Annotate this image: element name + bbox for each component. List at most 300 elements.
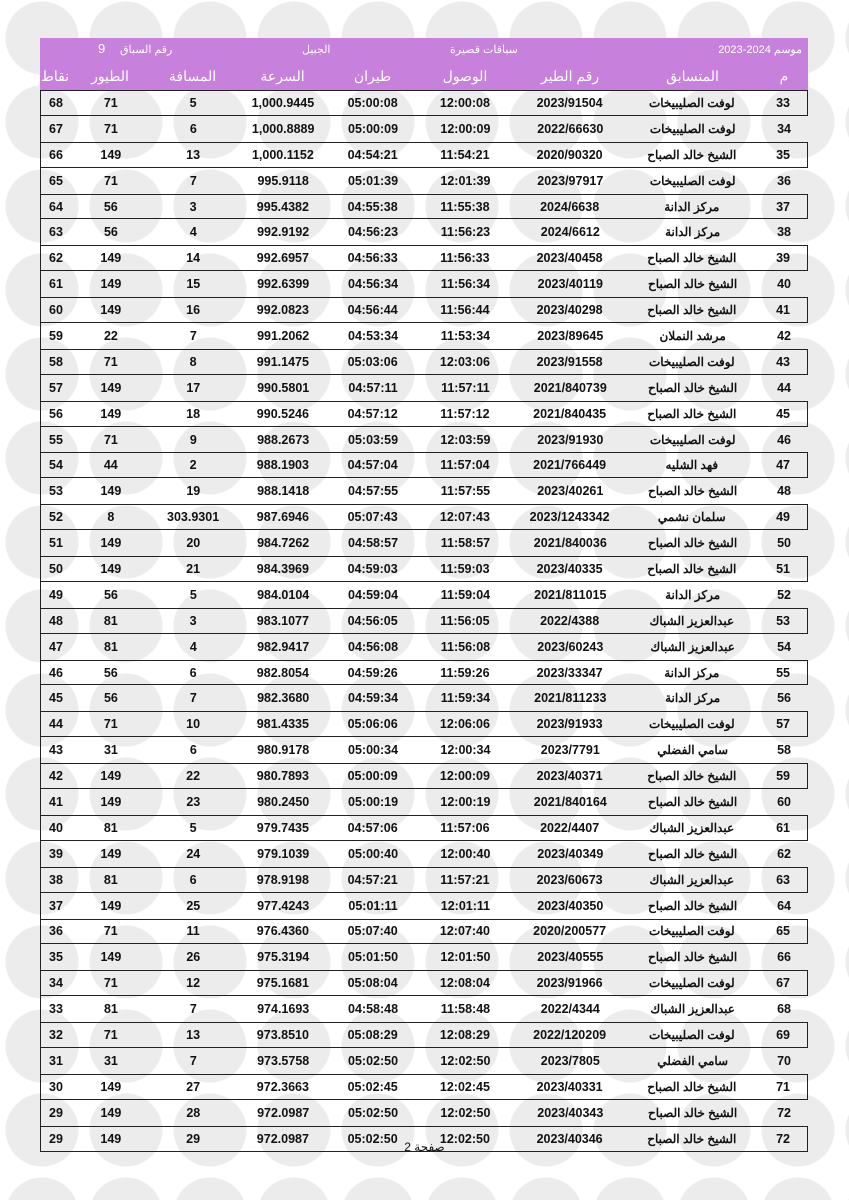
race-number: 9 <box>98 41 106 56</box>
cell-points: 51 <box>49 536 63 551</box>
table-row <box>40 90 808 116</box>
cell-arrival-time: 12:06:06 <box>439 717 490 732</box>
cell-competitor: الشيخ خالد الصباح <box>648 536 738 551</box>
cell-competitor: لوفت الصليبيخات <box>648 1028 735 1042</box>
cell-competitor: الشيخ خالد الصباح <box>648 794 738 809</box>
cell-flight-time: 04:55:38 <box>347 199 398 214</box>
cell-competitor: لوفت الصليبيخات <box>648 924 735 939</box>
table-row <box>40 168 808 194</box>
cell-speed: 988.2673 <box>257 432 310 447</box>
cell-speed: 979.7435 <box>256 820 309 835</box>
cell-rank: 46 <box>777 432 791 447</box>
cell-points: 43 <box>49 743 63 758</box>
cell-flight-time: 05:00:40 <box>348 846 399 861</box>
cell-birds: 149 <box>100 1131 122 1146</box>
table-row <box>40 608 808 634</box>
column-header-ring-number: رقم الطير <box>540 67 600 84</box>
cell-points: 29 <box>49 1105 63 1120</box>
cell-birds: 81 <box>103 820 118 835</box>
cell-rank: 40 <box>777 277 791 292</box>
cell-arrival-time: 12:02:45 <box>439 1079 490 1094</box>
cell-rank: 57 <box>776 717 791 732</box>
cell-rank: 48 <box>777 484 791 499</box>
cell-competitor: الشيخ خالد الصباح <box>648 484 738 499</box>
cell-points: 29 <box>49 1131 63 1146</box>
cell-birds: 71 <box>103 924 118 939</box>
cell-distance: 15 <box>186 277 201 292</box>
cell-flight-time: 04:59:03 <box>347 561 398 576</box>
cell-arrival-time: 12:00:08 <box>439 95 490 110</box>
column-header-rank: م <box>779 67 789 84</box>
cell-distance: 21 <box>186 561 201 576</box>
cell-ring-number: 2021/840739 <box>533 380 607 395</box>
table-row <box>40 1074 808 1100</box>
column-header-competitor: المتسابق <box>666 67 719 84</box>
cell-birds: 149 <box>100 950 122 965</box>
cell-birds: 8 <box>107 510 115 525</box>
cell-competitor: عبدالعزيز الشباك <box>649 872 735 887</box>
cell-rank: 44 <box>777 380 791 395</box>
table-row <box>40 401 808 427</box>
cell-competitor: مركز الدانة <box>665 691 721 706</box>
cell-rank: 61 <box>776 820 791 835</box>
cell-distance: 2 <box>189 458 197 473</box>
cell-speed: 972.3663 <box>256 1079 309 1094</box>
table-row <box>40 219 808 245</box>
cell-points: 32 <box>49 1028 63 1042</box>
cell-birds: 149 <box>100 277 122 292</box>
cell-arrival-time: 11:56:34 <box>440 277 491 292</box>
cell-competitor: عبدالعزيز الشباك <box>649 613 735 628</box>
cell-points: 64 <box>49 199 63 214</box>
cell-flight-time: 04:59:26 <box>347 665 398 680</box>
cell-birds: 149 <box>100 536 122 551</box>
cell-speed: 982.8054 <box>256 665 309 680</box>
cell-birds: 81 <box>103 639 118 654</box>
cell-speed: 992.6399 <box>257 277 310 292</box>
cell-birds: 71 <box>103 432 118 447</box>
cell-distance: 24 <box>186 846 201 861</box>
cell-rank: 54 <box>777 639 791 654</box>
cell-distance: 6 <box>189 665 197 680</box>
cell-rank: 59 <box>776 769 791 784</box>
cell-ring-number: 2024/6638 <box>540 199 600 214</box>
cell-distance: 23 <box>186 794 201 809</box>
cell-distance: 7 <box>189 1002 197 1017</box>
cell-ring-number: 2023/40371 <box>536 769 603 784</box>
cell-rank: 62 <box>777 846 791 861</box>
cell-flight-time: 05:03:06 <box>347 354 398 369</box>
cell-competitor: لوفت الصليبيخات <box>648 354 735 369</box>
cell-rank: 39 <box>776 251 791 266</box>
cell-competitor: الشيخ خالد الصباح <box>648 1105 738 1120</box>
cell-distance: 25 <box>186 898 201 913</box>
cell-competitor: الشيخ خالد الصباح <box>648 380 738 395</box>
cell-speed: 984.0104 <box>257 587 310 602</box>
cell-distance: 14 <box>186 251 201 266</box>
cell-arrival-time: 11:59:04 <box>440 587 491 602</box>
cell-ring-number: 2023/40119 <box>537 277 603 292</box>
cell-points: 55 <box>49 432 63 447</box>
table-row <box>40 452 808 478</box>
cell-rank: 72 <box>776 1131 791 1146</box>
table-row <box>40 245 808 271</box>
cell-distance: 4 <box>189 225 197 240</box>
cell-speed: 1,000.8889 <box>251 121 315 136</box>
cell-competitor: لوفت الصليبيخات <box>649 121 736 136</box>
cell-ring-number: 2023/40298 <box>536 303 603 318</box>
cell-speed: 973.8510 <box>256 1028 309 1042</box>
cell-birds: 71 <box>103 976 118 991</box>
cell-arrival-time: 11:59:34 <box>440 691 491 706</box>
cell-points: 66 <box>49 147 63 162</box>
cell-competitor: عبدالعزيز الشباك <box>649 820 735 835</box>
cell-points: 62 <box>49 251 63 266</box>
cell-speed: 1,000.1152 <box>251 147 314 162</box>
cell-rank: 35 <box>776 147 791 162</box>
cell-arrival-time: 11:58:48 <box>440 1002 491 1017</box>
cell-arrival-time: 12:02:50 <box>440 1105 491 1120</box>
cell-birds: 56 <box>103 225 118 240</box>
cell-ring-number: 2023/7791 <box>540 743 600 758</box>
table-row <box>40 970 808 996</box>
table-row <box>40 530 808 556</box>
cell-flight-time: 04:57:55 <box>348 484 399 499</box>
cell-speed: 991.2062 <box>257 328 310 343</box>
cell-distance: 13 <box>186 1028 201 1042</box>
cell-ring-number: 2021/840164 <box>533 794 607 809</box>
table-row <box>40 685 808 711</box>
cell-flight-time: 05:02:45 <box>347 1079 398 1094</box>
table-row <box>40 737 808 763</box>
cell-distance: 4 <box>189 639 197 654</box>
table-row <box>40 142 808 168</box>
cell-birds: 149 <box>100 1105 122 1120</box>
cell-points: 35 <box>49 950 63 965</box>
cell-distance: 8 <box>189 354 197 369</box>
cell-ring-number: 2024/6612 <box>540 225 600 240</box>
cell-points: 46 <box>49 665 63 680</box>
cell-points: 54 <box>49 458 63 473</box>
cell-points: 44 <box>49 717 63 732</box>
cell-competitor: فهد الشليه <box>665 458 719 473</box>
cell-speed: 972.0987 <box>256 1131 309 1146</box>
cell-speed: 975.3194 <box>257 950 310 965</box>
cell-points: 61 <box>49 277 63 292</box>
cell-rank: 37 <box>776 199 791 214</box>
cell-ring-number: 2022/4407 <box>540 820 600 835</box>
cell-distance: 22 <box>186 769 201 784</box>
cell-speed: 1,000.9445 <box>251 95 315 110</box>
cell-points: 67 <box>49 121 63 136</box>
cell-competitor: مركز الدانة <box>665 587 721 602</box>
cell-points: 58 <box>49 354 63 369</box>
cell-competitor: الشيخ خالد الصباح <box>647 1131 737 1146</box>
table-row <box>40 504 808 530</box>
cell-speed: 981.4335 <box>256 717 309 732</box>
cell-ring-number: 2023/40343 <box>537 1105 604 1120</box>
cell-competitor: لوفت الصليبيخات <box>648 717 735 732</box>
cell-birds: 149 <box>100 303 122 318</box>
cell-points: 31 <box>49 1053 63 1068</box>
cell-distance: 29 <box>186 1131 201 1146</box>
cell-arrival-time: 12:01:11 <box>440 898 491 913</box>
cell-speed: 990.5801 <box>257 380 310 395</box>
cell-ring-number: 2021/840435 <box>533 406 607 421</box>
cell-points: 37 <box>49 898 63 913</box>
cell-arrival-time: 11:55:38 <box>440 199 490 214</box>
cell-distance: 5 <box>189 820 197 835</box>
cell-flight-time: 05:08:29 <box>347 1028 398 1042</box>
cell-competitor: الشيخ خالد الصباح <box>648 950 738 965</box>
cell-ring-number: 2023/97917 <box>537 173 604 188</box>
cell-speed: 991.1475 <box>256 354 309 369</box>
table-row <box>40 1100 808 1126</box>
cell-ring-number: 2023/40555 <box>537 950 604 965</box>
cell-rank: 67 <box>776 976 791 991</box>
cell-points: 68 <box>49 95 63 110</box>
cell-distance: 26 <box>186 950 201 965</box>
cell-distance: 5 <box>189 587 197 602</box>
table-row <box>40 815 808 841</box>
cell-points: 49 <box>49 587 63 602</box>
cell-rank: 50 <box>777 536 791 551</box>
cell-birds: 81 <box>103 872 118 887</box>
cell-birds: 56 <box>103 691 118 706</box>
cell-competitor: لوفت الصليبيخات <box>648 976 735 991</box>
cell-arrival-time: 11:57:12 <box>440 406 490 421</box>
cell-flight-time: 04:59:04 <box>348 587 399 602</box>
cell-flight-time: 04:56:44 <box>347 303 398 318</box>
cell-ring-number: 2020/90320 <box>536 147 603 162</box>
cell-competitor: سامي الفضلي <box>657 743 729 758</box>
cell-competitor: لوفت الصليبيخات <box>648 95 735 110</box>
cell-distance: 3 <box>189 199 197 214</box>
cell-competitor: الشيخ خالد الصباح <box>647 769 737 784</box>
cell-arrival-time: 11:57:55 <box>440 484 491 499</box>
cell-competitor: الشيخ خالد الصباح <box>647 251 737 266</box>
cell-rank: 58 <box>777 743 791 758</box>
race-type: سباقات قصيرة <box>450 44 518 56</box>
cell-flight-time: 04:53:34 <box>348 328 399 343</box>
cell-birds: 149 <box>100 794 122 809</box>
cell-birds: 71 <box>103 173 118 188</box>
cell-speed: 984.7262 <box>257 536 310 551</box>
cell-arrival-time: 12:01:39 <box>440 173 491 188</box>
cell-arrival-time: 11:56:44 <box>440 303 490 318</box>
cell-speed: 995.9118 <box>257 173 309 188</box>
cell-birds: 22 <box>103 328 118 343</box>
cell-ring-number: 2022/4344 <box>540 1002 600 1017</box>
cell-ring-number: 2023/40349 <box>537 846 604 861</box>
cell-arrival-time: 12:00:40 <box>440 846 491 861</box>
cell-speed: 979.1039 <box>257 846 310 861</box>
cell-flight-time: 05:06:06 <box>347 717 398 732</box>
column-header-row <box>40 62 808 90</box>
cell-rank: 55 <box>776 665 791 680</box>
cell-birds: 81 <box>103 613 118 628</box>
cell-distance: 7 <box>189 328 197 343</box>
table-row <box>40 789 808 815</box>
cell-speed: 988.1903 <box>256 458 309 473</box>
cell-arrival-time: 11:56:05 <box>440 613 490 628</box>
cell-flight-time: 04:57:12 <box>347 406 398 421</box>
cell-arrival-time: 11:59:03 <box>440 561 490 576</box>
cell-flight-time: 05:07:40 <box>347 924 398 939</box>
cell-birds: 149 <box>100 406 122 421</box>
cell-distance: 17 <box>186 380 201 395</box>
cell-birds: 31 <box>103 1053 118 1068</box>
cell-flight-time: 04:59:34 <box>348 691 399 706</box>
cell-ring-number: 2021/766449 <box>533 458 607 473</box>
table-row <box>40 556 808 582</box>
cell-ring-number: 2022/120209 <box>533 1028 607 1042</box>
cell-birds: 71 <box>103 95 118 110</box>
cell-ring-number: 2023/33347 <box>536 665 603 680</box>
column-header-points: نقاط <box>40 67 70 84</box>
cell-arrival-time: 11:53:34 <box>440 328 491 343</box>
table-row <box>40 323 808 349</box>
cell-flight-time: 05:00:19 <box>348 794 399 809</box>
cell-points: 50 <box>49 561 63 576</box>
cell-speed: 980.2450 <box>257 794 310 809</box>
cell-ring-number: 2021/811015 <box>534 587 607 602</box>
cell-arrival-time: 11:56:23 <box>440 225 491 240</box>
cell-ring-number: 2023/40350 <box>537 898 604 913</box>
cell-points: 38 <box>49 872 63 887</box>
page-number: صفحة 2 <box>404 1140 445 1154</box>
table-row <box>40 841 808 867</box>
cell-flight-time: 04:56:23 <box>348 225 399 240</box>
cell-birds: 149 <box>100 147 122 162</box>
cell-arrival-time: 12:08:29 <box>439 1028 490 1042</box>
cell-rank: 51 <box>776 561 791 576</box>
cell-birds: 149 <box>100 251 122 266</box>
cell-rank: 49 <box>776 510 791 525</box>
cell-birds: 149 <box>100 561 122 576</box>
table-row <box>40 763 808 789</box>
cell-rank: 70 <box>777 1053 791 1068</box>
table-body <box>40 90 808 1152</box>
cell-distance: 13 <box>186 147 201 162</box>
cell-arrival-time: 11:58:57 <box>440 536 491 551</box>
cell-speed: 992.9192 <box>257 225 310 240</box>
cell-distance: 16 <box>186 303 201 318</box>
column-header-distance: المسافة <box>168 67 217 84</box>
cell-arrival-time: 12:01:50 <box>440 950 491 965</box>
cell-birds: 149 <box>100 898 122 913</box>
cell-flight-time: 04:57:21 <box>347 872 398 887</box>
cell-points: 60 <box>49 303 63 318</box>
cell-speed: 990.5246 <box>256 406 309 421</box>
cell-speed: 975.1681 <box>256 976 309 991</box>
cell-points: 36 <box>49 924 63 939</box>
cell-speed: 988.1418 <box>257 484 310 499</box>
cell-competitor: الشيخ خالد الصباح <box>648 846 738 861</box>
cell-points: 30 <box>49 1079 63 1094</box>
cell-speed: 987.6946 <box>256 510 309 525</box>
cell-arrival-time: 12:00:19 <box>440 794 491 809</box>
cell-points: 52 <box>49 510 63 525</box>
cell-birds: 149 <box>100 484 122 499</box>
table-row <box>40 375 808 401</box>
table-row <box>40 919 808 945</box>
cell-flight-time: 04:57:04 <box>347 458 398 473</box>
cell-competitor: مركز الدانة <box>664 199 720 214</box>
cell-ring-number: 2023/91966 <box>536 976 603 991</box>
cell-birds: 81 <box>103 1002 118 1017</box>
cell-flight-time: 05:03:59 <box>348 432 399 447</box>
column-header-birds: الطيور <box>91 67 129 84</box>
cell-speed: 995.4382 <box>256 199 309 214</box>
cell-flight-time: 05:02:50 <box>347 1131 398 1146</box>
cell-arrival-time: 11:57:04 <box>440 458 490 473</box>
cell-arrival-time: 11:57:06 <box>440 820 490 835</box>
column-header-arrival-time: الوصول <box>442 67 488 84</box>
cell-rank: 34 <box>777 121 791 136</box>
cell-birds: 149 <box>100 1079 122 1094</box>
season-label: موسم 2024-2023 <box>718 44 802 56</box>
cell-birds: 31 <box>103 743 118 758</box>
cell-distance: 303.9301 <box>167 510 220 525</box>
cell-birds: 149 <box>100 769 122 784</box>
cell-competitor: عبدالعزيز الشباك <box>650 639 735 654</box>
cell-arrival-time: 11:56:08 <box>440 639 491 654</box>
cell-flight-time: 05:02:50 <box>348 1053 399 1068</box>
cell-arrival-time: 12:02:50 <box>440 1053 491 1068</box>
cell-arrival-time: 12:07:40 <box>439 924 490 939</box>
cell-rank: 71 <box>776 1079 791 1094</box>
cell-birds: 44 <box>103 458 118 473</box>
cell-competitor: عبدالعزيز الشباك <box>650 1002 735 1017</box>
cell-points: 33 <box>49 1002 63 1017</box>
cell-arrival-time: 12:07:43 <box>439 510 490 525</box>
cell-distance: 20 <box>186 536 201 551</box>
cell-points: 65 <box>49 173 63 188</box>
cell-distance: 5 <box>189 95 197 110</box>
cell-flight-time: 05:01:39 <box>348 173 399 188</box>
cell-rank: 38 <box>777 225 791 240</box>
cell-arrival-time: 11:56:33 <box>440 251 490 266</box>
table-row <box>40 271 808 297</box>
cell-rank: 56 <box>777 691 791 706</box>
cell-flight-time: 04:56:34 <box>348 277 399 292</box>
cell-points: 41 <box>49 794 63 809</box>
cell-points: 34 <box>49 976 63 991</box>
cell-ring-number: 2023/1243342 <box>529 510 610 525</box>
cell-flight-time: 04:56:33 <box>347 251 398 266</box>
cell-flight-time: 04:58:48 <box>348 1002 399 1017</box>
cell-competitor: الشيخ خالد الصباح <box>647 147 737 162</box>
cell-rank: 45 <box>776 406 791 421</box>
cell-rank: 63 <box>776 872 791 887</box>
cell-competitor: مرشد النملان <box>659 328 726 343</box>
cell-flight-time: 05:02:50 <box>348 1105 399 1120</box>
cell-ring-number: 2021/840036 <box>533 536 607 551</box>
cell-speed: 972.0987 <box>257 1105 310 1120</box>
table-row <box>40 634 808 660</box>
cell-arrival-time: 12:00:34 <box>440 743 491 758</box>
cell-flight-time: 04:58:57 <box>348 536 399 551</box>
cell-speed: 978.9198 <box>256 872 309 887</box>
results-table <box>40 38 808 1152</box>
cell-distance: 7 <box>189 1053 197 1068</box>
cell-birds: 56 <box>103 587 118 602</box>
table-row <box>40 867 808 893</box>
cell-rank: 69 <box>776 1028 791 1042</box>
cell-flight-time: 05:00:08 <box>347 95 398 110</box>
cell-competitor: سلمان نشمي <box>657 510 726 525</box>
